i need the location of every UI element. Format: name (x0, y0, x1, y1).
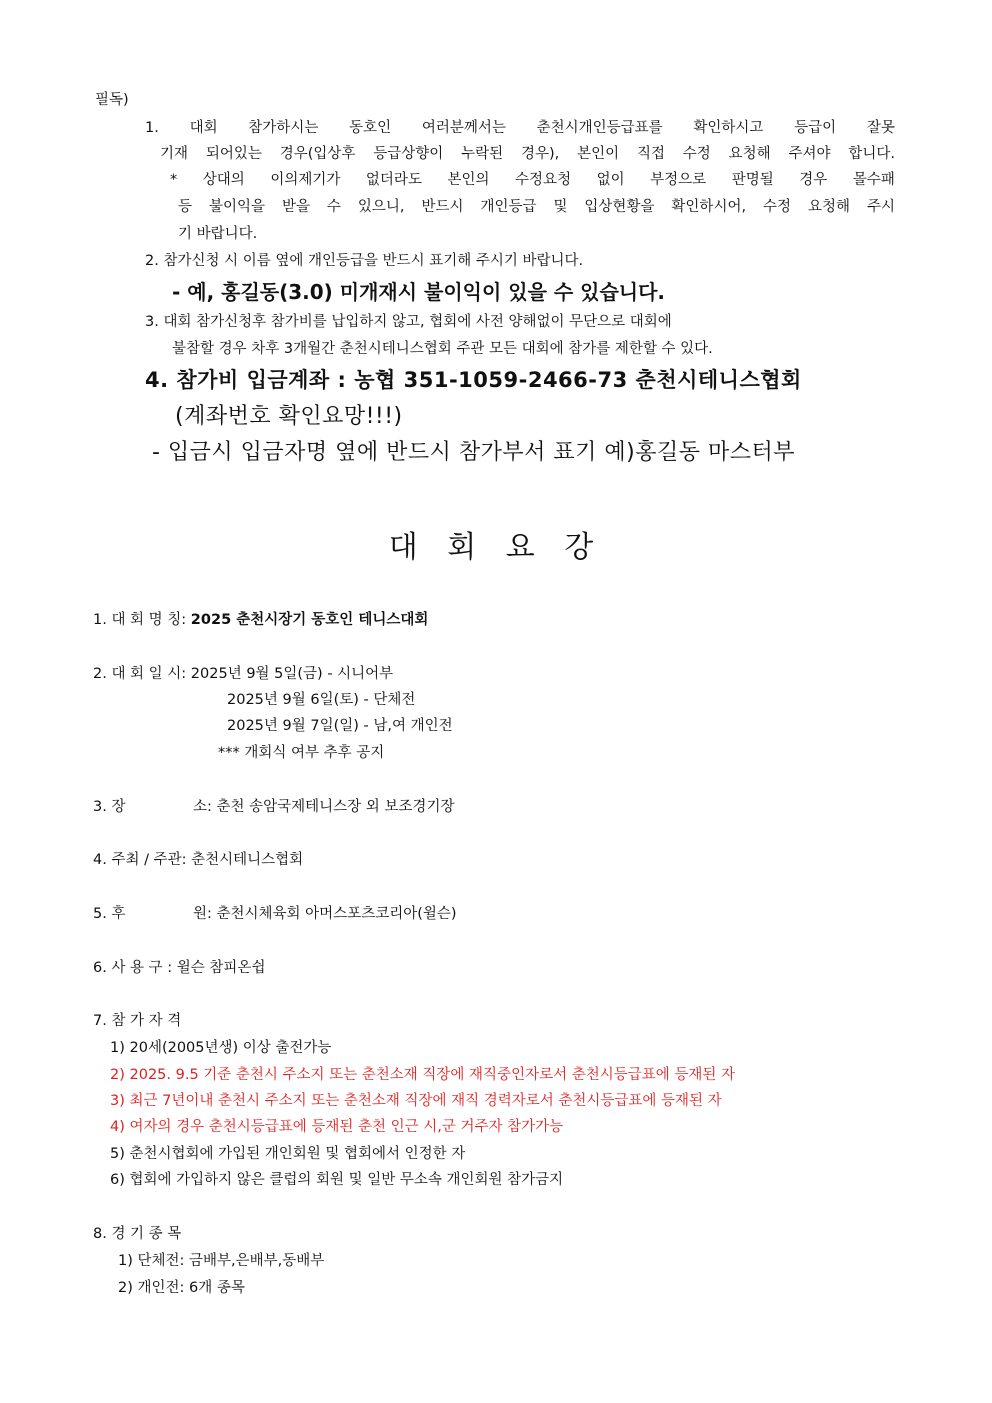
venue-value: 춘천 송암국제테니스장 외 보조경기장 (216, 799, 455, 815)
word: 확인하시어, (671, 199, 747, 215)
word: * (170, 172, 178, 188)
word: 되어있는 (205, 146, 262, 162)
event-individual: 2) 개인전: 6개 종목 (118, 1280, 245, 1296)
word: 대회 (189, 120, 218, 136)
word: 이의제기가 (270, 172, 341, 188)
eligibility-rule-2: 2) 2025. 9.5 기준 춘천시 주소지 또는 춘천소재 직장에 재직중인자로서 춘천시등급표에 등재된 자 (110, 1067, 736, 1083)
word: 수 (326, 199, 341, 215)
outline-item-venue-label-b: 소: (193, 799, 212, 815)
word: 판명될 (731, 172, 774, 188)
word: 및 (553, 199, 568, 215)
event-team: 1) 단체전: 금배부,은배부,동배부 (118, 1253, 325, 1269)
word: 요청해 (728, 146, 771, 162)
schedule-day-2: 2025년 9월 6일(토) - 단체전 (227, 692, 416, 708)
schedule-note: *** 개회식 여부 추후 공지 (218, 745, 385, 761)
eligibility-rule-3: 3) 최근 7년이내 춘천시 주소지 또는 춘천소재 직장에 재직 경력자로서 춘천시등급표에 등재된 자 (110, 1093, 722, 1109)
notice-1-line-2 (160, 146, 895, 163)
notice-2-example: - 예, 홍길동(3.0) 미개재시 불이익이 있을 수 있습니다. (172, 280, 666, 304)
notice-3-line-2: 불참할 경우 차후 3개월간 춘천시테니스협회 주관 모든 대회에 참가를 제한할 수 있다. (172, 341, 713, 357)
schedule-day-1: 2025년 9월 5일(금) - 시니어부 (190, 666, 394, 682)
word: 본인의 (447, 172, 490, 188)
eligibility-rule-4: 4) 여자의 경우 춘천시등급표에 등재된 춘천 인근 시,군 거주자 참가가능 (110, 1119, 564, 1135)
word: 몰수패 (852, 172, 895, 188)
outline-item-schedule-label: 2. 대 회 일 시: (93, 666, 187, 682)
outline-item-name (93, 612, 428, 629)
word: 불이익을 (208, 199, 265, 215)
outline-item-ball-label: 6. 사 용 구 : (93, 960, 173, 976)
word: 참가하시는 (248, 120, 319, 136)
notice-4-deposit-note: - 입금시 입금자명 옆에 반드시 참가부서 표기 예)홍길동 마스터부 (152, 440, 796, 465)
word: 부정으로 (650, 172, 707, 188)
word: 등급상향이 (373, 146, 444, 162)
notice-1-line-4 (178, 199, 895, 216)
outline-item-eligibility: 7. 참 가 자 격 (93, 1013, 182, 1029)
outline-item-ball (93, 960, 265, 977)
outline-item-sponsor-label-b: 원: (193, 906, 212, 922)
word: 없이 (596, 172, 625, 188)
word: 합니다. (848, 146, 895, 162)
notice-2-line-1: 2. 참가신청 시 이름 옆에 개인등급을 반드시 표기해 주시기 바랍니다. (145, 253, 584, 269)
word: 등 (178, 199, 193, 215)
word: 확인하시고 (693, 120, 764, 136)
outline-item-name-label: 1. 대 회 명 칭: (93, 612, 187, 628)
word: 여러분께서는 (421, 120, 506, 136)
outline-item-venue-label: 3. 장 (93, 799, 126, 815)
notice-4-account: 4. 참가비 입금계좌 : 농협 351-1059-2466-73 춘천시테니스협회 (145, 368, 802, 392)
word: 경우(입상후 (279, 146, 356, 162)
word: 상대의 (202, 172, 245, 188)
eligibility-rule-6: 6) 협회에 가입하지 않은 클럽의 회원 및 일반 무소속 개인회원 참가금지 (110, 1172, 564, 1188)
page-title: 대 회 요 강 (388, 530, 604, 565)
outline-item-host (93, 852, 303, 869)
tournament-name: 2025 춘천시장기 동호인 테니스대회 (190, 612, 429, 628)
word: 반드시 (421, 199, 464, 215)
word: 수정요청 (515, 172, 572, 188)
sponsor-value: 춘천시체육회 아머스포츠코리아(윌슨) (216, 906, 457, 922)
word: 직접 (636, 146, 665, 162)
word: 받을 (281, 199, 310, 215)
eligibility-rule-5: 5) 춘천시협회에 가입된 개인회원 및 협회에서 인정한 자 (110, 1146, 466, 1162)
notice-4-confirm: (계좌번호 확인요망!!!) (175, 404, 403, 429)
host-value: 춘천시테니스협회 (191, 852, 304, 868)
word: 요청해 (808, 199, 851, 215)
word: 입상현황을 (584, 199, 655, 215)
word: 잘못 (866, 120, 895, 136)
notice-1-line-1 (145, 120, 895, 137)
word: 춘천시개인등급표를 (536, 120, 663, 136)
word: 등급이 (794, 120, 837, 136)
notice-1-line-5: 기 바랍니다. (178, 226, 258, 242)
word: 경우), (520, 146, 560, 162)
word: 동호인 (349, 120, 392, 136)
word: 수정 (682, 146, 711, 162)
ball-value: 윌슨 참피온쉽 (176, 960, 266, 976)
word: 개인등급 (480, 199, 537, 215)
notice-1-line-3 (170, 172, 895, 189)
outline-item-venue (93, 799, 454, 816)
outline-item-events: 8. 경 기 종 목 (93, 1226, 182, 1242)
word: 경우 (799, 172, 828, 188)
eligibility-rule-1: 1) 20세(2005년생) 이상 출전가능 (110, 1040, 332, 1056)
notice-header: 필독) (95, 92, 129, 108)
word: 기재 (160, 146, 189, 162)
word: 주시 (866, 199, 895, 215)
outline-item-schedule (93, 666, 393, 683)
outline-item-sponsor (93, 906, 457, 923)
word: 본인이 (577, 146, 620, 162)
schedule-day-3: 2025년 9월 7일(일) - 남,여 개인전 (227, 718, 453, 734)
notice-3-line-1: 3. 대회 참가신청후 참가비를 납입하지 않고, 협회에 사전 양해없이 무단으로 대회에 (145, 314, 672, 330)
word: 주셔야 (788, 146, 831, 162)
outline-item-host-label: 4. 주최 / 주관: (93, 852, 187, 868)
outline-item-sponsor-label: 5. 후 (93, 906, 126, 922)
word: 없더라도 (365, 172, 422, 188)
word: 1. (145, 120, 159, 136)
word: 누락된 (461, 146, 504, 162)
word: 수정 (763, 199, 792, 215)
word: 있으니, (357, 199, 405, 215)
